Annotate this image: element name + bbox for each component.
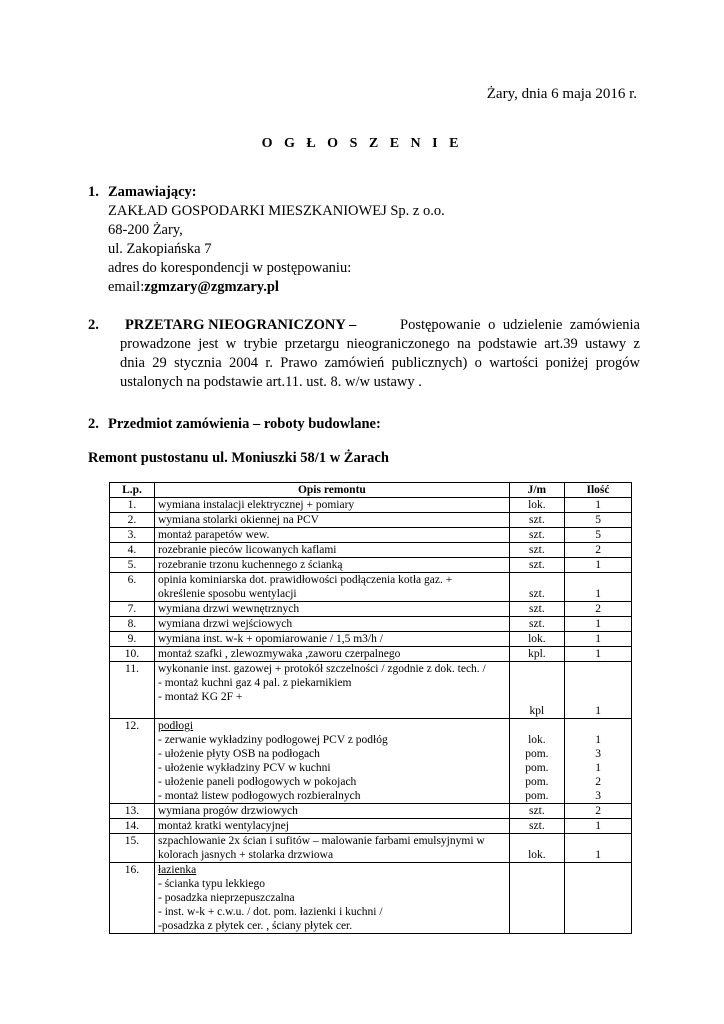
row-number: 14.: [110, 819, 155, 834]
section-tender: [88, 316, 640, 392]
unit-value: pom.: [525, 790, 549, 802]
row-number: 9.: [110, 632, 155, 647]
table-row: [110, 662, 632, 719]
unit-value: szt.: [529, 514, 545, 526]
row-quantity: [565, 662, 632, 719]
unit-value: szt.: [529, 588, 545, 600]
row-unit: [509, 543, 564, 558]
description-line: -posadzka z płytek cer. , ściany płytek cer.: [157, 920, 353, 932]
row-unit: [509, 528, 564, 543]
document-date: Żary, dnia 6 maja 2016 r.: [486, 86, 637, 102]
row-description: [154, 573, 509, 602]
row-number: 5.: [110, 558, 155, 573]
description-line: montaż parapetów wew.: [157, 529, 270, 541]
row-description: [154, 804, 509, 819]
section-number: 2.: [88, 317, 99, 333]
section-heading: Przedmiot zamówienia – roboty budowlane:: [108, 416, 381, 432]
tender-text-line: dnia 29 stycznia 2004 r. Prawo zamówień publicznych) o wartości poniżej progów: [120, 355, 640, 371]
description-line: wymiana stolarki okiennej na PCV: [157, 514, 319, 526]
row-description: [154, 617, 509, 632]
row-unit: [509, 647, 564, 662]
table-header-row: [110, 483, 632, 498]
row-quantity: [565, 632, 632, 647]
row-unit: [509, 513, 564, 528]
section-subject: [88, 416, 381, 433]
row-description: [154, 498, 509, 513]
renovation-table: [109, 482, 632, 934]
row-number: 12.: [110, 719, 155, 804]
unit-value: szt.: [529, 529, 545, 541]
unit-value: pom.: [525, 762, 549, 774]
description-line: wymiana inst. w-k + opomiarowanie / 1,5 m3/h /: [157, 633, 383, 645]
row-unit: [509, 573, 564, 602]
row-unit: [509, 617, 564, 632]
quantity-value: 1: [595, 618, 601, 630]
row-description: [154, 632, 509, 647]
document-title: O G Ł O S Z E N I E: [261, 136, 463, 151]
row-quantity: [565, 804, 632, 819]
quantity-value: 1: [595, 762, 601, 774]
description-line: - montaż kuchni gaz 4 pal. z piekarnikiem: [157, 677, 352, 689]
orderer-postcode: 68-200 Żary,: [108, 222, 183, 238]
quantity-value: 1: [595, 849, 601, 861]
email-address[interactable]: zgmzary@zgmzary.pl: [144, 279, 279, 295]
quantity-value: 1: [595, 820, 601, 832]
description-line: [158, 704, 506, 718]
description-line: - ułożenie paneli podłogowych w pokojach: [157, 776, 357, 788]
section-heading: PRZETARG NIEOGRANICZONY –: [125, 317, 357, 333]
description-line: wykonanie inst. gazowej + protokół szczelności / zgodnie z dok. tech. /: [157, 663, 486, 675]
quantity-value: 5: [595, 529, 601, 541]
quantity-value: 1: [595, 633, 601, 645]
description-line: - posadzka nieprzepuszczalna: [157, 892, 295, 904]
section-heading: Zamawiający:: [108, 184, 197, 200]
description-line: wymiana drzwi wewnętrznych: [157, 603, 300, 615]
row-unit: [509, 719, 564, 804]
row-unit: [509, 834, 564, 863]
unit-value: szt.: [529, 820, 545, 832]
row-description: [154, 602, 509, 617]
header-description: Opis remontu: [154, 483, 509, 498]
quantity-value: 5: [595, 514, 601, 526]
description-line: rozebranie pieców licowanych kaflami: [157, 544, 337, 556]
section-number: 1.: [88, 184, 99, 200]
description-line: kolorach jasnych + stolarka drzwiowa: [157, 849, 334, 861]
row-number: 2.: [110, 513, 155, 528]
row-quantity: [565, 543, 632, 558]
row-unit: [509, 558, 564, 573]
row-description: [154, 662, 509, 719]
row-quantity: [565, 719, 632, 804]
row-unit: [509, 632, 564, 647]
unit-value: szt.: [529, 559, 545, 571]
table-row: [110, 558, 632, 573]
unit-value: pom.: [525, 776, 549, 788]
description-line: - montaż KG 2F +: [157, 691, 243, 703]
row-quantity: [565, 647, 632, 662]
renovation-subtitle: Remont pustostanu ul. Moniuszki 58/1 w Żarach: [88, 450, 389, 466]
row-unit: [509, 498, 564, 513]
row-description: [154, 834, 509, 863]
row-unit: [509, 819, 564, 834]
unit-value: lok.: [528, 849, 546, 861]
tender-text-first: Postępowanie o udzielenie zamówienia: [400, 317, 640, 333]
row-number: 4.: [110, 543, 155, 558]
unit-value: kpl: [529, 705, 545, 717]
description-line: wymiana progów drzwiowych: [157, 805, 298, 817]
description-line: - ułożenie wykładziny PCV w kuchni: [157, 762, 331, 774]
quantity-value: 2: [595, 603, 601, 615]
orderer-name: ZAKŁAD GOSPODARKI MIESZKANIOWEJ Sp. z o.o.: [108, 203, 445, 219]
unit-value: kpl.: [528, 648, 546, 660]
table-row: [110, 573, 632, 602]
quantity-value: 2: [595, 544, 601, 556]
row-unit: [509, 804, 564, 819]
row-quantity: [565, 573, 632, 602]
description-line: - ułożenie płyty OSB na podłogach: [157, 748, 320, 760]
description-heading: podłogi: [157, 720, 194, 732]
row-description: [154, 719, 509, 804]
description-line: - ścianka typu lekkiego: [157, 878, 265, 890]
tender-text-line: ustalonych na podstawie art.11. ust. 8. w/w ustawy .: [120, 374, 422, 390]
unit-value: lok.: [528, 633, 546, 645]
unit-value: szt.: [529, 603, 545, 615]
quantity-value: 1: [595, 588, 601, 600]
quantity-value: 1: [595, 559, 601, 571]
description-line: wymiana instalacji elektrycznej + pomiary: [157, 499, 355, 511]
description-line: wymiana drzwi wejściowych: [157, 618, 293, 630]
quantity-value: 2: [595, 805, 601, 817]
quantity-value: 1: [595, 734, 601, 746]
description-line: szpachlowanie 2x ścian i sufitów – malowanie farbami emulsyjnymi w: [157, 835, 485, 847]
row-description: [154, 543, 509, 558]
quantity-value: 3: [595, 790, 601, 802]
row-description: [154, 863, 509, 934]
row-quantity: [565, 863, 632, 934]
table-row: [110, 498, 632, 513]
table-row: [110, 863, 632, 934]
row-description: [154, 528, 509, 543]
row-number: 10.: [110, 647, 155, 662]
header-quantity: Ilość: [565, 483, 632, 498]
table-row: [110, 819, 632, 834]
row-quantity: [565, 498, 632, 513]
table-row: [110, 513, 632, 528]
unit-value: szt.: [529, 544, 545, 556]
quantity-value: 1: [595, 648, 601, 660]
table-row: [110, 647, 632, 662]
orderer-street: ul. Zakopiańska 7: [108, 241, 212, 257]
unit-value: lok.: [528, 734, 546, 746]
unit-value: szt.: [529, 618, 545, 630]
description-line: opinia kominiarska dot. prawidłowości podłączenia kotła gaz. +: [157, 574, 453, 586]
unit-value: pom.: [525, 748, 549, 760]
table-row: [110, 804, 632, 819]
table-row: [110, 834, 632, 863]
table-row: [110, 719, 632, 804]
quantity-value: 1: [595, 705, 601, 717]
row-description: [154, 558, 509, 573]
correspondence-label: adres do korespondencji w postępowaniu:: [108, 260, 352, 276]
description-line: rozebranie trzonu kuchennego z ścianką: [157, 559, 343, 571]
row-unit: [509, 863, 564, 934]
unit-value: szt.: [529, 805, 545, 817]
email-line: [108, 278, 445, 297]
row-unit: [509, 602, 564, 617]
unit-value: lok.: [528, 499, 546, 511]
row-quantity: [565, 834, 632, 863]
row-quantity: [565, 558, 632, 573]
row-number: 15.: [110, 834, 155, 863]
quantity-value: 3: [595, 748, 601, 760]
table-row: [110, 632, 632, 647]
header-unit: J/m: [509, 483, 564, 498]
table-row: [110, 617, 632, 632]
table-row: [110, 543, 632, 558]
description-line: - montaż listew podłogowych rozbieralnych: [157, 790, 361, 802]
row-unit: [509, 662, 564, 719]
row-number: 6.: [110, 573, 155, 602]
row-number: 3.: [110, 528, 155, 543]
row-quantity: [565, 617, 632, 632]
description-line: określenie sposobu wentylacji: [157, 588, 297, 600]
email-prefix: email:: [108, 279, 145, 295]
row-quantity: [565, 602, 632, 617]
section-number: 2.: [88, 416, 99, 432]
row-quantity: [565, 528, 632, 543]
header-lp: L.p.: [110, 483, 155, 498]
tender-text-line: prowadzone jest w trybie przetargu nieograniczonego na podstawie art.39 ustawy z: [120, 336, 640, 352]
row-description: [154, 647, 509, 662]
row-number: 1.: [110, 498, 155, 513]
row-number: 16.: [110, 863, 155, 934]
row-description: [154, 819, 509, 834]
description-heading: łazienka: [157, 864, 197, 876]
description-line: montaż kratki wentylacyjnej: [157, 820, 289, 832]
description-line: - zerwanie wykładziny podłogowej PCV z podłóg: [157, 734, 388, 746]
row-number: 13.: [110, 804, 155, 819]
description-line: - inst. w-k + c.w.u. / dot. pom. łazienki i kuchni /: [157, 906, 383, 918]
table-row: [110, 528, 632, 543]
row-number: 7.: [110, 602, 155, 617]
row-number: 8.: [110, 617, 155, 632]
quantity-value: 1: [595, 499, 601, 511]
row-quantity: [565, 819, 632, 834]
row-quantity: [565, 513, 632, 528]
row-number: 11.: [110, 662, 155, 719]
quantity-value: 2: [595, 776, 601, 788]
description-line: montaż szafki , zlewozmywaka ,zaworu czerpalnego: [157, 648, 401, 660]
row-description: [154, 513, 509, 528]
table-row: [110, 602, 632, 617]
